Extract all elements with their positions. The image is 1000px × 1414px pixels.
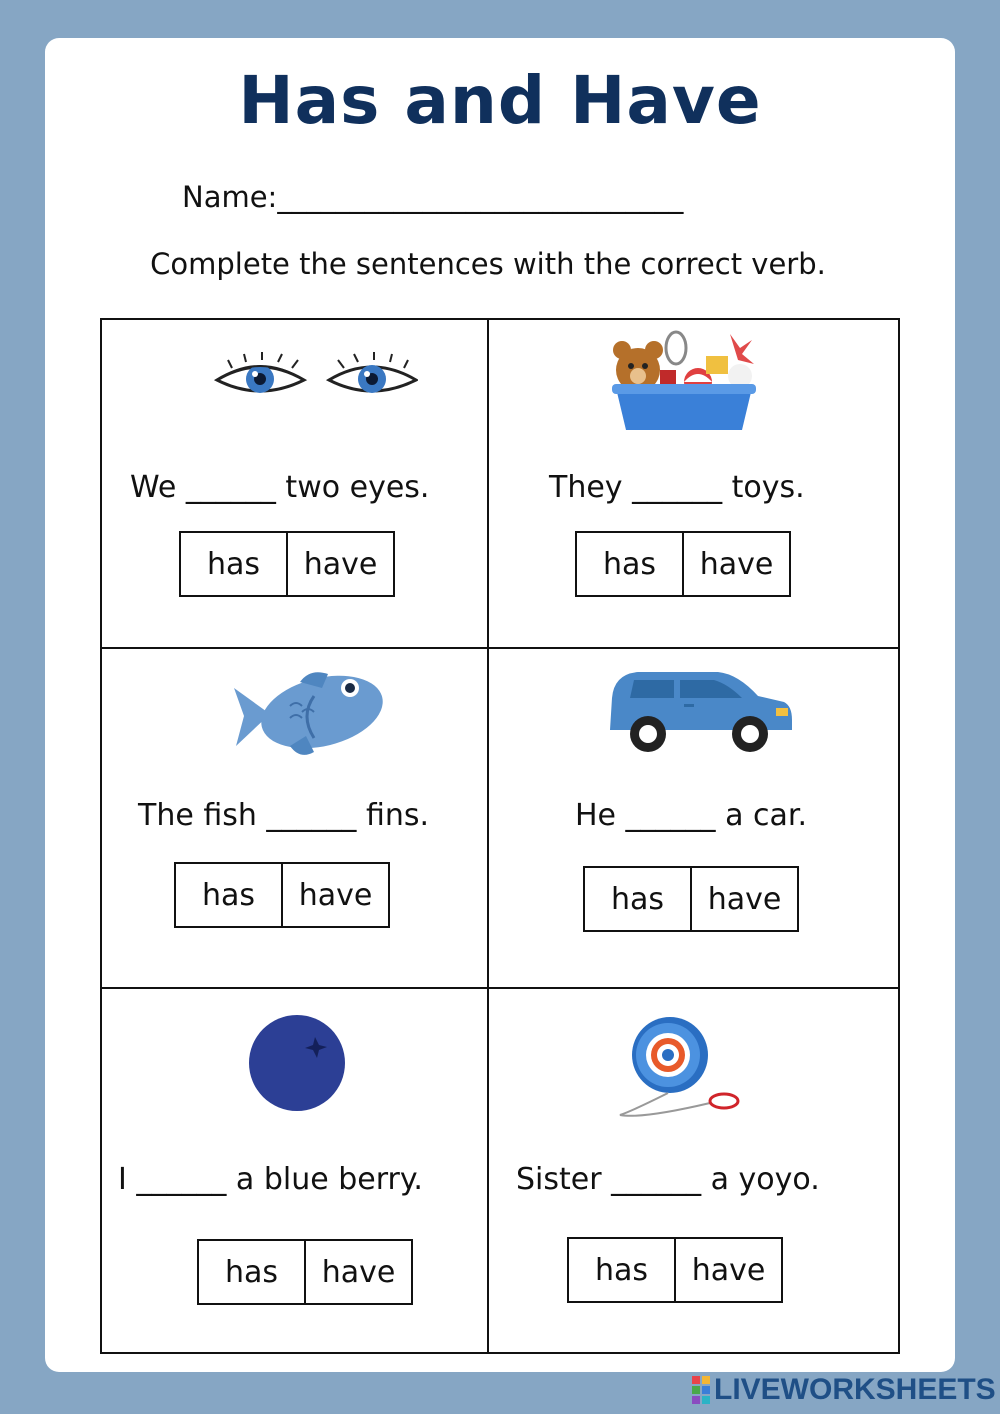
sentence-1: We ______ two eyes. — [130, 470, 430, 505]
toy-box-image — [602, 326, 766, 436]
option-has[interactable]: has — [610, 881, 665, 917]
answer-choices-2[interactable] — [575, 531, 791, 597]
option-has[interactable]: has — [602, 546, 657, 582]
instructions: Complete the sentences with the correct verb. — [150, 247, 826, 281]
answer-choices-4[interactable] — [583, 866, 799, 932]
answer-choices-5[interactable] — [197, 1239, 413, 1305]
option-has[interactable]: has — [224, 1254, 279, 1290]
option-have[interactable]: have — [286, 533, 393, 595]
name-field[interactable]: Name:____________________________ — [182, 180, 684, 214]
option-has[interactable]: has — [201, 877, 256, 913]
liveworksheets-logo-icon — [692, 1376, 710, 1404]
page-title: Has and Have — [238, 62, 762, 139]
option-have[interactable]: have — [690, 868, 797, 930]
brand-logo — [692, 1372, 996, 1408]
sentence-4: He ______ a car. — [575, 798, 808, 833]
grid-divider — [100, 987, 900, 989]
car-image — [608, 668, 794, 754]
blueberry-image — [247, 1013, 347, 1113]
option-has[interactable]: has — [206, 546, 261, 582]
sentence-2: They ______ toys. — [549, 470, 805, 505]
brand-name: LIVEWORKSHEETS — [714, 1373, 996, 1406]
option-has[interactable]: has — [594, 1252, 649, 1288]
fish-image — [230, 666, 386, 762]
answer-choices-3[interactable] — [174, 862, 390, 928]
sentence-6: Sister ______ a yoyo. — [516, 1162, 820, 1197]
option-have[interactable]: have — [674, 1239, 781, 1301]
yoyo-image — [612, 1015, 744, 1123]
option-have[interactable]: have — [281, 864, 388, 926]
answer-choices-1[interactable] — [179, 531, 395, 597]
sentence-5: I ______ a blue berry. — [118, 1162, 423, 1197]
eyes-image — [212, 352, 418, 402]
option-have[interactable]: have — [682, 533, 789, 595]
grid-divider — [487, 318, 489, 1354]
grid-divider — [100, 647, 900, 649]
answer-choices-6[interactable] — [567, 1237, 783, 1303]
option-have[interactable]: have — [304, 1241, 411, 1303]
sentence-3: The fish ______ fins. — [138, 798, 430, 833]
